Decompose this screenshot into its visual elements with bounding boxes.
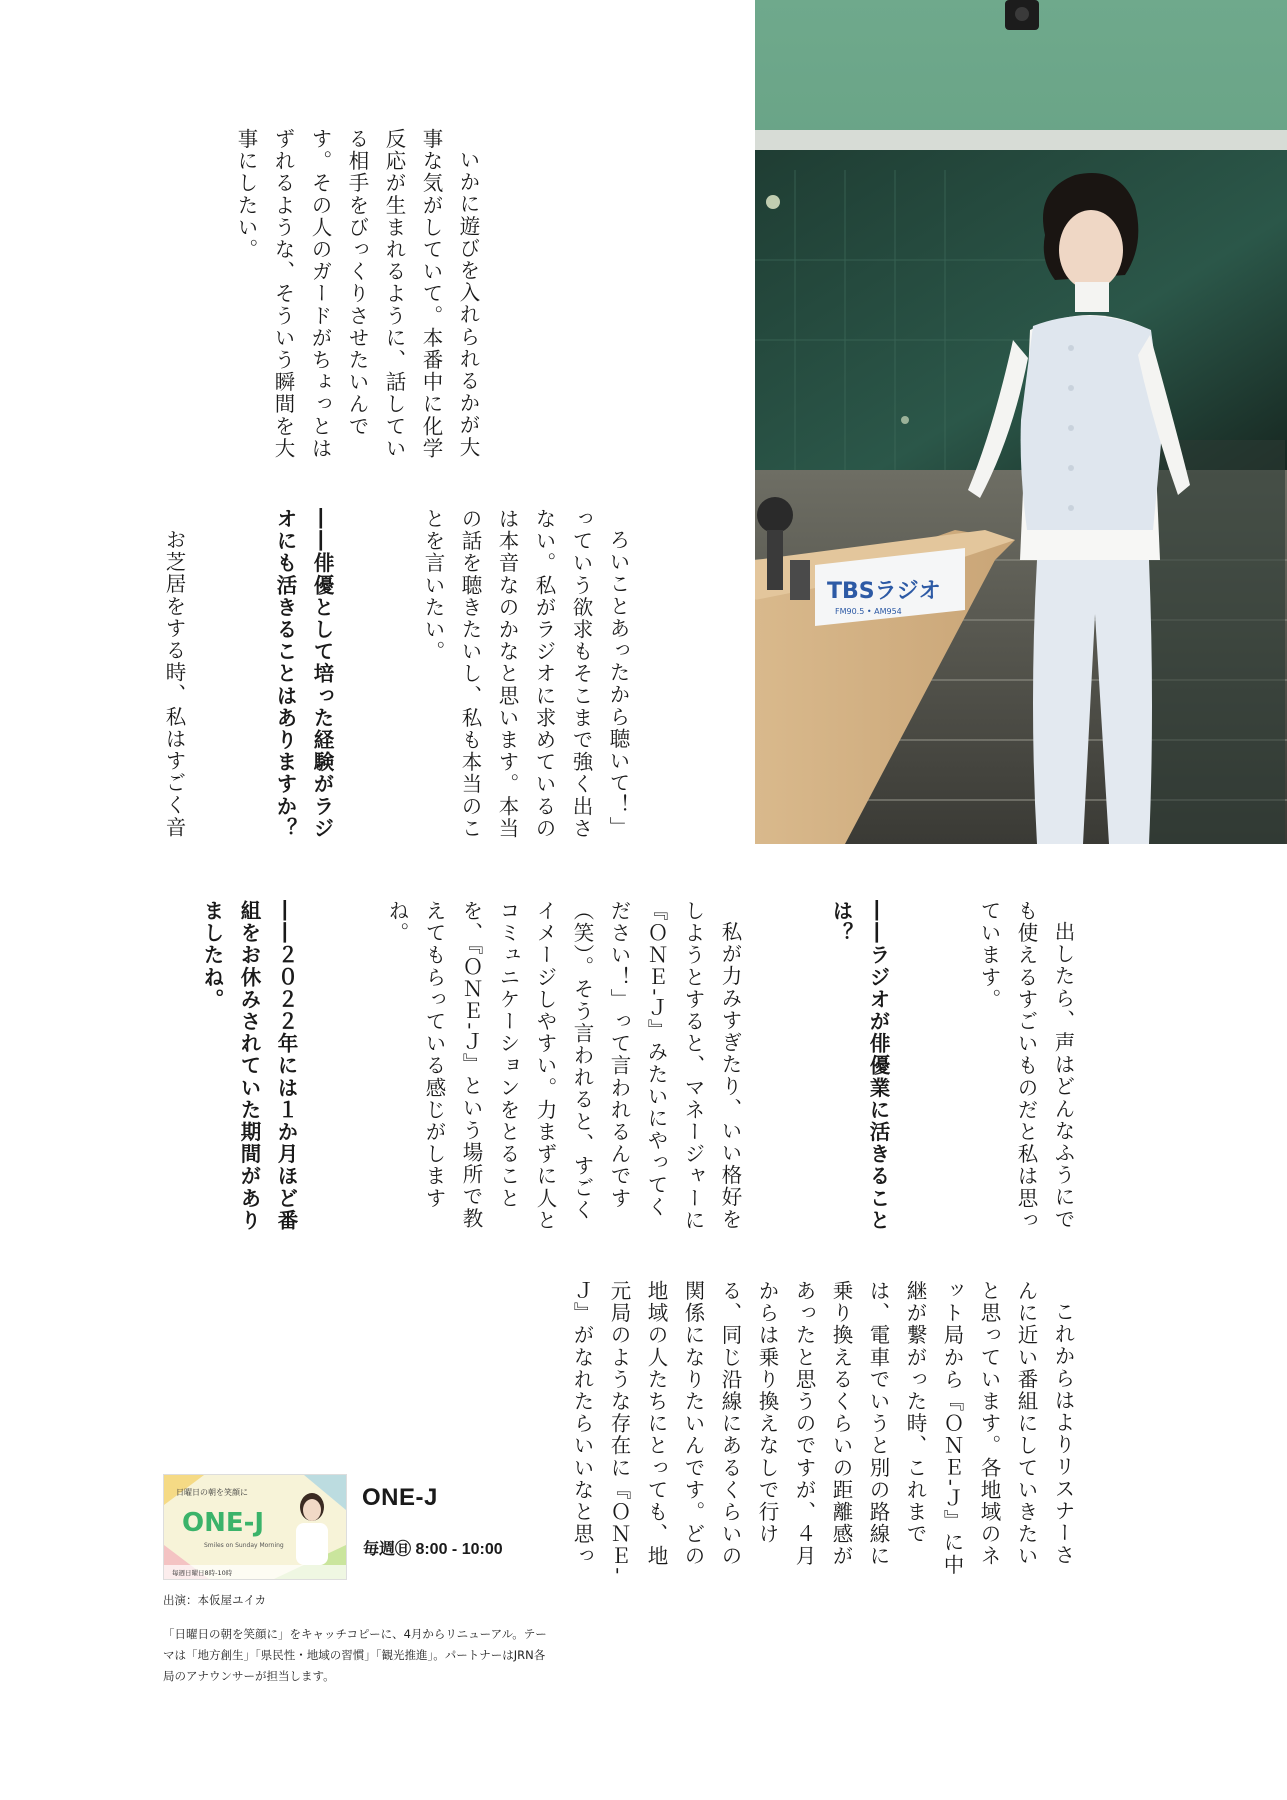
- banner-logo: ONE-J: [182, 1508, 265, 1538]
- question-heading: [150, 128, 153, 468]
- paragraph: お芝居をする時、私はすごく音: [162, 528, 186, 838]
- program-schedule: 毎週㊐ 8:00 - 10:00: [363, 1541, 503, 1558]
- article-column-4-cont: [150, 1280, 550, 1460]
- program-cast: 出演：本仮屋ユイカ: [163, 1593, 267, 1607]
- paragraph: ろいことあったから聴いて！」っていう欲求もそこまで強く出さない。私がラジオに求めているのは本音なのかなと思います。本当の話を聴きたいし、私も本当のことを言いたい。: [421, 508, 630, 840]
- article-column-2: [150, 508, 710, 843]
- paragraph: これからはよりリスナーさんに近い番組にしていきたいと思っています。各地域のネット局から『ＯＮＥ-Ｊ』に中継が繋がった時、これまでは、電車でいうと別の路線に乗り換えるくらいの距離感があったと思うのですが、４月からは乗り換えなしで行ける、同じ沿線にあるくらいの関係になりたいんです。どの地域の人たちにとっても、地元局のような存在に『ＯＮＥ-Ｊ』がなれたらいいなと思っ: [570, 1280, 1075, 1576]
- svg-text:FM90.5 • AM954: FM90.5 • AM954: [835, 607, 902, 616]
- studio-photo: [755, 0, 1287, 844]
- sign-text: TBSラジオ: [827, 579, 941, 604]
- svg-text:Smiles on Sunday Morning: Smiles on Sunday Morning: [204, 1542, 284, 1549]
- article-column-1: [150, 128, 560, 468]
- paragraph: 私が力みすぎたり、いい格好をしようとすると、マネージャーに『ＯＮＥ-Ｊ』みたいにやってください！」って言われるんです（笑）。そう言われると、すごくイメージしやすい。力まずに人とコミュニケーションをとることを、『ＯＮＥ-Ｊ』という場所で教えてもらっている感じがしますね。: [385, 900, 742, 1232]
- article-column-4: [560, 1280, 1155, 1580]
- paragraph: 出したら、声はどんなふうにでも使えるすごいものだと私は思っています。: [977, 900, 1075, 1232]
- question-heading: ――俳優として培った経験がラジオにも活きることはありますか？: [273, 508, 334, 840]
- question-heading: ――ラジオが俳優業に活きることは？: [829, 900, 890, 1232]
- svg-text:毎週日曜日8時-10時: 毎週日曜日8時-10時: [172, 1569, 233, 1577]
- program-title: ONE-J: [362, 1484, 438, 1511]
- question-heading: ――２０２２年には１か月ほど番組をお休みされていた期間がありましたね。: [200, 900, 298, 1232]
- program-banner: [163, 1474, 347, 1580]
- svg-text:日曜日の朝を笑顔に: 日曜日の朝を笑顔に: [176, 1488, 248, 1497]
- paragraph: いかに遊びを入れられるかが大事な気がしていて。本番中に化学反応が生まれるように、話している相手をびっくりさせたいんです。その人のガードがちょっとはずれるような、そういう瞬間を大事にしたい。: [234, 128, 480, 460]
- article-column-3: [150, 900, 1155, 1240]
- program-description: 「日曜日の朝を笑顔に」をキャッチコピーに、4月からリニューアル。テーマは「地方創生」「県民性・地域の習慣」「観光推進」。パートナーはJRN各局のアナウンサーが担当します。: [163, 1627, 547, 1683]
